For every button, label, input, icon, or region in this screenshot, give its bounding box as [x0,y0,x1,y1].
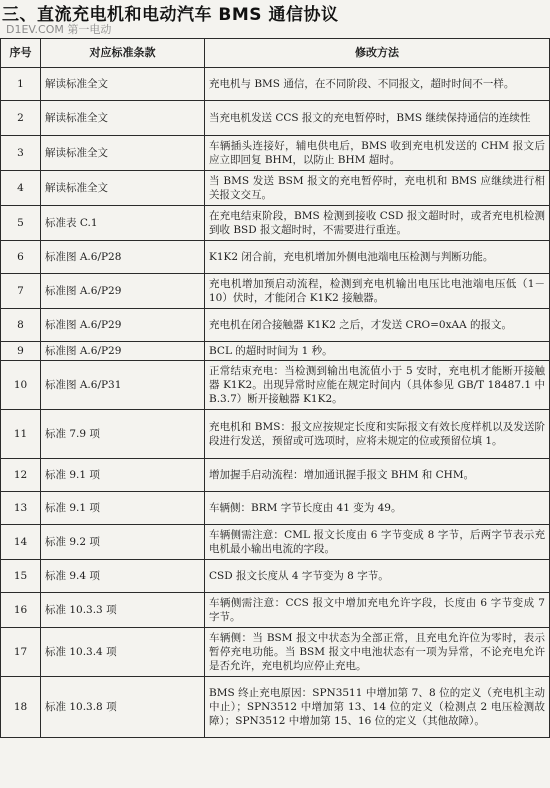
row-standard: 标准 10.3.3 项 [41,593,205,628]
row-number: 10 [1,361,41,410]
table-row [1,342,550,361]
row-number: 15 [1,560,41,593]
row-standard: 解读标准全文 [41,101,205,136]
table-row [1,677,550,738]
row-number: 13 [1,492,41,525]
row-number: 11 [1,410,41,459]
row-standard: 标准表 C.1 [41,206,205,241]
row-method: CSD 报文长度从 4 字节变为 8 字节。 [205,560,550,593]
header-standard: 对应标准条款 [41,39,205,68]
row-standard: 标准 9.2 项 [41,525,205,560]
table-row [1,593,550,628]
row-method: 当充电机发送 CCS 报文的充电暂停时，BMS 继续保持通信的连续性 [205,101,550,136]
table-row [1,274,550,309]
watermark: D1EV.COM 第一电动 [6,23,112,36]
table-row [1,410,550,459]
table-row [1,68,550,101]
row-number: 3 [1,136,41,171]
row-standard: 标准 9.1 项 [41,492,205,525]
row-standard: 标准图 A.6/P28 [41,241,205,274]
row-number: 8 [1,309,41,342]
table-row [1,492,550,525]
table-row [1,560,550,593]
row-method: 车辆侧：当 BSM 报文中状态为全部正常，且充电允许位为零时，表示暂停充电功能。当 BSM 报文中电池状态有一项为异常，不论充电允许是否允许，充电机均应停止充电。 [205,628,550,677]
header-no: 序号 [1,39,41,68]
row-standard: 标准 7.9 项 [41,410,205,459]
row-number: 6 [1,241,41,274]
row-method: 增加握手启动流程：增加通讯握手报文 BHM 和 CHM。 [205,459,550,492]
row-method: 充电机和 BMS：报文应按规定长度和实际报文有效长度样机以及发送阶段进行发送，预留或可选项时，应将未规定的位或预留位填 1。 [205,410,550,459]
row-standard: 标准 10.3.8 项 [41,677,205,738]
row-method: 车辆插头连接好，辅电供电后，BMS 收到充电机发送的 CHM 报文后应立即回复 BHM，以防止 BHM 超时。 [205,136,550,171]
row-standard: 标准 9.1 项 [41,459,205,492]
row-number: 5 [1,206,41,241]
row-number: 18 [1,677,41,738]
row-method: 车辆侧：BRM 字节长度由 41 变为 49。 [205,492,550,525]
row-standard: 解读标准全文 [41,136,205,171]
row-standard: 标准 10.3.4 项 [41,628,205,677]
table-header-row [1,39,550,68]
row-method: 充电机在闭合接触器 K1K2 之后，才发送 CRO=0xAA 的报文。 [205,309,550,342]
table-row [1,361,550,410]
table-row [1,136,550,171]
row-method: K1K2 闭合前，充电机增加外侧电池端电压检测与判断功能。 [205,241,550,274]
row-method: BCL 的超时时间为 1 秒。 [205,342,550,361]
row-standard: 标准 9.4 项 [41,560,205,593]
table-row [1,241,550,274]
row-method: 在充电结束阶段，BMS 检测到接收 CSD 报文超时时，或者充电机检测到收 BSD 报文超时时，不需要进行重连。 [205,206,550,241]
row-standard: 标准图 A.6/P29 [41,309,205,342]
row-method: 当 BMS 发送 BSM 报文的充电暂停时，充电机和 BMS 应继续进行相关报文交互。 [205,171,550,206]
row-standard: 标准图 A.6/P29 [41,342,205,361]
row-number: 16 [1,593,41,628]
row-number: 12 [1,459,41,492]
row-number: 7 [1,274,41,309]
row-number: 2 [1,101,41,136]
table-row [1,101,550,136]
row-method: 车辆侧需注意：CCS 报文中增加充电允许字段，长度由 6 字节变成 7 字节。 [205,593,550,628]
row-number: 1 [1,68,41,101]
table-row [1,525,550,560]
row-standard: 解读标准全文 [41,171,205,206]
table-row [1,171,550,206]
row-number: 14 [1,525,41,560]
row-method: BMS 终止充电原因：SPN3511 中增加第 7、8 位的定义（充电机主动中止）；SPN3512 中增加第 13、14 位的定义（检测点 2 电压检测故障）；SPN3512 中增加第 15、16 位的定义（其他故障）。 [205,677,550,738]
row-number: 4 [1,171,41,206]
protocol-table [0,38,550,738]
row-method: 正常结束充电：当检测到输出电流值小于 5 安时，充电机才能断开接触器 K1K2。出现异常时应能在规定时间内（具体参见 GB/T 18487.1 中 B.3.7）断开接触器 K1K2。 [205,361,550,410]
row-standard: 标准图 A.6/P29 [41,274,205,309]
table-row [1,628,550,677]
row-method: 充电机增加预启动流程，检测到充电机输出电压比电池端电压低（1－10）伏时，才能闭合 K1K2 接触器。 [205,274,550,309]
row-number: 9 [1,342,41,361]
row-number: 17 [1,628,41,677]
header-method: 修改方法 [205,39,550,68]
table-row [1,206,550,241]
row-method: 车辆侧需注意：CML 报文长度由 6 字节变成 8 字节，后两字节表示充电机最小输出电流的字段。 [205,525,550,560]
table-row [1,309,550,342]
row-standard: 解读标准全文 [41,68,205,101]
page-title: 三、直流充电机和电动汽车 BMS 通信协议 [2,5,339,25]
row-standard: 标准图 A.6/P31 [41,361,205,410]
table-row [1,459,550,492]
row-method: 充电机与 BMS 通信，在不同阶段、不同报文，超时时间不一样。 [205,68,550,101]
